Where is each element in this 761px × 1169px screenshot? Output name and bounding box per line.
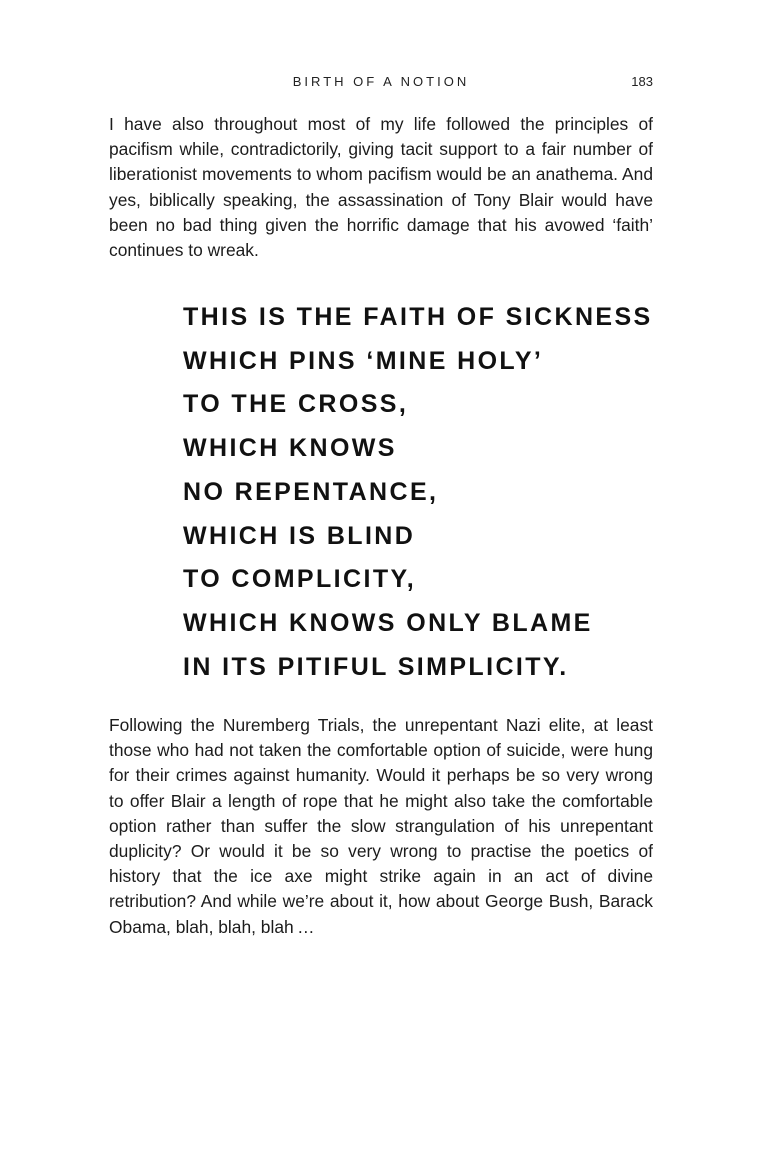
verse-line: WHICH KNOWS xyxy=(183,434,397,463)
verse-line: WHICH KNOWS ONLY BLAME xyxy=(183,608,593,637)
paragraph-nuremberg: Following the Nuremberg Trials, the unrepentant Nazi elite, at least those who had not taken the comfortable option of suicide, were hung for their crimes against humanity. Would it perhaps be so very wrong to offer Blair a length of rope that he might also take the comfortable option rather than suffer the slow strangulation of his unrepentant duplicity? Or would it be so very wrong to practise the poetics of history that the ice axe might strike again in an act of divine retribution? And while we’re about it, how about George Bush, Barack Obama, blah, blah, blah … xyxy=(109,715,653,937)
verse-line: TO THE CROSS, xyxy=(183,390,409,419)
verse-line: IN ITS PITIFUL SIMPLICITY. xyxy=(183,652,569,681)
verse-line: TO COMPLICITY, xyxy=(183,565,417,594)
verse-block xyxy=(183,296,653,689)
page-number: 183 xyxy=(631,74,653,89)
verse-line: WHICH IS BLIND xyxy=(183,521,416,550)
verse-line: NO REPENTANCE, xyxy=(183,477,439,506)
verse-line: THIS IS THE FAITH OF SICKNESS xyxy=(183,303,653,331)
running-title: BIRTH OF A NOTION xyxy=(292,74,470,89)
paragraph-pacifism: I have also throughout most of my life followed the principles of pacifism while, contradictorily, giving tacit support to a fair number of liberationist movements to whom pacifism would be an anathema. And yes, biblically speaking, the assassination of Tony Blair would have been no bad thing given the horrific damage that his avowed ‘faith’ continues to wreak. xyxy=(109,114,653,261)
running-header xyxy=(109,74,653,94)
verse-line: WHICH PINS ‘MINE HOLY’ xyxy=(183,346,544,375)
